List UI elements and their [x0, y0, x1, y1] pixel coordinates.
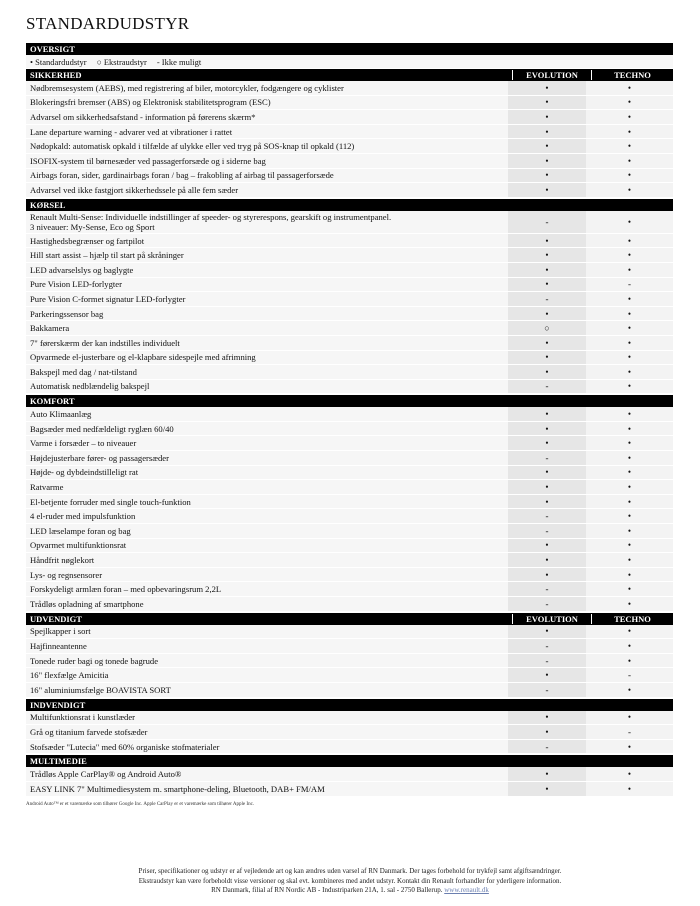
evolution-availability: • [508, 407, 586, 421]
page-title: STANDARDUDSTYR [26, 14, 190, 33]
techno-availability: • [586, 154, 673, 168]
table-row [26, 154, 673, 169]
evolution-availability: • [508, 183, 586, 197]
table-row [26, 263, 673, 278]
techno-availability: • [586, 96, 673, 110]
feature-label: Auto Klimaanlæg [30, 409, 92, 420]
table-row [26, 183, 673, 198]
evolution-availability: - [508, 639, 586, 653]
feature-label: Trådløs Apple CarPlay® og Android Auto® [30, 769, 182, 780]
techno-availability: • [586, 451, 673, 465]
table-row [26, 683, 673, 698]
legend-standard: • Standardudstyr [30, 56, 87, 67]
evolution-availability: - [508, 292, 586, 306]
renault-link[interactable]: www.renault.dk [444, 886, 489, 894]
legend [26, 55, 673, 68]
section-header-komfort [26, 394, 673, 407]
techno-availability: • [586, 740, 673, 754]
section-title: OVERSIGT [30, 44, 75, 54]
table-row [26, 509, 673, 524]
footer-line-1: Priser, specifikationer og udstyr er af vejledende art og kan ændres uden varsel af RN Danmark. Der tages forbehold for trykfejl samt afgiftsændringer. [138, 867, 562, 875]
table-row [26, 351, 673, 366]
feature-label: Trådløs opladning af smartphone [30, 598, 144, 609]
techno-availability: • [586, 365, 673, 379]
techno-availability: • [586, 336, 673, 350]
feature-label: Lys- og regnsensorer [30, 569, 103, 580]
section-title: MULTIMEDIE [30, 756, 87, 767]
feature-label: Advarsel ved ikke fastgjort sikkerhedssele på alle fem sæder [30, 184, 239, 195]
feature-label: Pure Vision LED-forlygter [30, 279, 122, 290]
evolution-availability: • [508, 154, 586, 168]
feature-label: Advarsel om sikkerhedsafstand - information på førerens skærm* [30, 111, 256, 122]
feature-label: Højdejusterbare fører- og passagersæder [30, 452, 169, 463]
table-row [26, 639, 673, 654]
table-row [26, 81, 673, 96]
feature-label: 16" aluminiumsfælge BOAVISTA SORT [30, 684, 171, 695]
trademark-note: Android Auto™ er et varemærke som tilhører Google Inc. Apple CarPlay er et varemærke som tilhører Apple Inc. [26, 801, 255, 807]
feature-label: Opvarmet multifunktionsrat [30, 540, 127, 551]
feature-label: Hill start assist – hjælp til start på skråninger [30, 250, 184, 261]
table-row [26, 234, 673, 249]
evolution-availability: • [508, 81, 586, 95]
section-header-udvendigt [26, 612, 673, 625]
section-title: SIKKERHED [30, 70, 82, 80]
table-row [26, 365, 673, 380]
techno-availability: • [586, 263, 673, 277]
evolution-availability: • [508, 139, 586, 153]
techno-availability: • [586, 568, 673, 582]
feature-label: Grå og titanium farvede stofsæder [30, 726, 148, 737]
techno-availability: • [586, 711, 673, 725]
evolution-availability: • [508, 480, 586, 494]
techno-availability: - [586, 725, 673, 739]
feature-label: Multifunktionsrat i kunstlæder [30, 712, 136, 723]
evolution-availability: • [508, 234, 586, 248]
section-title: KOMFORT [30, 396, 75, 407]
evolution-availability: - [508, 211, 586, 233]
evolution-availability: • [508, 782, 586, 796]
table-row [26, 278, 673, 293]
feature-label: Ratvarme [30, 482, 64, 493]
table-row [26, 248, 673, 263]
table-row [26, 321, 673, 336]
section-header-kørsel [26, 198, 673, 211]
feature-label: Varme i forsæder – to niveauer [30, 438, 137, 449]
techno-availability: - [586, 668, 673, 682]
feature-label: Hajfinneantenne [30, 640, 87, 651]
techno-availability: • [586, 654, 673, 668]
techno-availability: • [586, 422, 673, 436]
techno-availability: • [586, 211, 673, 233]
techno-availability: • [586, 407, 673, 421]
column-header-techno: TECHNO [591, 614, 673, 624]
feature-label: Airbags foran, sider, gardinairbags foran / bag – frakobling af airbag til passagerforsæde [30, 170, 334, 181]
techno-availability: • [586, 767, 673, 781]
table-row [26, 307, 673, 322]
feature-label: Forskydeligt armlæn foran – med opbevaringsrum 2,2L [30, 584, 222, 595]
evolution-availability: • [508, 711, 586, 725]
techno-availability: • [586, 110, 673, 124]
evolution-availability: • [508, 553, 586, 567]
evolution-availability: • [508, 568, 586, 582]
table-row [26, 336, 673, 351]
table-row [26, 169, 673, 184]
evolution-availability: • [508, 336, 586, 350]
feature-label: Højde- og dybdeindstilleligt rat [30, 467, 139, 478]
evolution-availability: • [508, 248, 586, 262]
feature-label: EASY LINK 7" Multimediesystem m. smartphone-deling, Bluetooth, DAB+ FM/AM [30, 783, 325, 794]
evolution-availability: • [508, 307, 586, 321]
evolution-availability: - [508, 380, 586, 394]
evolution-availability: - [508, 509, 586, 523]
evolution-availability: - [508, 654, 586, 668]
section-header-indvendigt [26, 698, 673, 711]
feature-label: Automatisk nedblændelig bakspejl [30, 381, 150, 392]
techno-availability: • [586, 683, 673, 697]
techno-availability: • [586, 351, 673, 365]
evolution-availability: - [508, 524, 586, 538]
evolution-availability: - [508, 740, 586, 754]
section-header-oversigt [26, 42, 673, 55]
feature-label: Hastighedsbegrænser og fartpilot [30, 235, 145, 246]
evolution-availability: ○ [508, 321, 586, 335]
techno-availability: • [586, 466, 673, 480]
column-header-techno: TECHNO [591, 70, 673, 80]
techno-availability: • [586, 480, 673, 494]
evolution-availability: - [508, 582, 586, 596]
footer [0, 867, 700, 896]
evolution-availability: - [508, 683, 586, 697]
table-row [26, 740, 673, 755]
table-row [26, 725, 673, 740]
feature-label: Bakkamera [30, 323, 70, 334]
equipment-table [26, 42, 673, 797]
evolution-availability: • [508, 668, 586, 682]
techno-availability: • [586, 248, 673, 262]
techno-availability: • [586, 307, 673, 321]
techno-availability: • [586, 169, 673, 183]
table-row [26, 782, 673, 797]
evolution-availability: • [508, 767, 586, 781]
feature-label: Spejlkapper i sort [30, 626, 91, 637]
section-header-multimedie [26, 754, 673, 767]
evolution-availability: • [508, 96, 586, 110]
table-row [26, 422, 673, 437]
evolution-availability: • [508, 436, 586, 450]
table-row [26, 436, 673, 451]
evolution-availability: • [508, 422, 586, 436]
feature-label: LED læselampe foran og bag [30, 525, 131, 536]
evolution-availability: • [508, 351, 586, 365]
feature-label: Håndfrit nøglekort [30, 555, 95, 566]
feature-label: LED advarselslys og baglygte [30, 264, 134, 275]
techno-availability: • [586, 597, 673, 611]
evolution-availability: • [508, 365, 586, 379]
table-row [26, 582, 673, 597]
feature-label: Lane departure warning - advarer ved at vibrationer i rattet [30, 126, 233, 137]
table-row [26, 407, 673, 422]
techno-availability: • [586, 234, 673, 248]
column-header-evolution: EVOLUTION [512, 614, 591, 624]
techno-availability: • [586, 625, 673, 639]
feature-label: Nødopkald: automatisk opkald i tilfælde af ulykke eller ved tryg på SOS-knap til opkald (112) [30, 141, 355, 152]
section-title: INDVENDIGT [30, 699, 86, 710]
table-row [26, 292, 673, 307]
evolution-availability: • [508, 466, 586, 480]
table-row [26, 668, 673, 683]
feature-label: Bagsæder med nedfældeligt ryglæn 60/40 [30, 423, 174, 434]
evolution-availability: • [508, 169, 586, 183]
evolution-availability: • [508, 539, 586, 553]
techno-availability: • [586, 639, 673, 653]
techno-availability: • [586, 321, 673, 335]
feature-label: 4 el-ruder med impulsfunktion [30, 511, 136, 522]
table-row [26, 495, 673, 510]
techno-availability: • [586, 582, 673, 596]
feature-label: Parkeringssensor bag [30, 308, 104, 319]
feature-label: Stofsæder "Lutecia" med 60% organiske stofmaterialer [30, 741, 220, 752]
feature-label: ISOFIX-system til børnesæder ved passagerforsæde og i siderne bag [30, 155, 266, 166]
table-row [26, 625, 673, 640]
feature-label: Renault Multi-Sense: Individuelle indstillinger af speeder- og styrerespons, gearskift og instrumentpanel. 3 niveauer: My-Sense, Eco og Sport [30, 211, 392, 232]
feature-label: Pure Vision C-formet signatur LED-forlygter [30, 293, 186, 304]
evolution-availability: • [508, 625, 586, 639]
table-row [26, 524, 673, 539]
techno-availability: • [586, 292, 673, 306]
techno-availability: - [586, 278, 673, 292]
feature-label: Bakspejl med dag / nat-tilstand [30, 366, 137, 377]
table-row [26, 711, 673, 726]
table-row [26, 139, 673, 154]
legend-not-possible: - Ikke muligt [156, 56, 202, 67]
techno-availability: • [586, 436, 673, 450]
evolution-availability: • [508, 110, 586, 124]
table-row [26, 553, 673, 568]
table-row [26, 568, 673, 583]
techno-availability: • [586, 183, 673, 197]
evolution-availability: • [508, 725, 586, 739]
column-header-evolution: EVOLUTION [512, 70, 591, 80]
table-row [26, 451, 673, 466]
table-row [26, 767, 673, 782]
table-row [26, 125, 673, 140]
feature-label: 16" flexfælge Amicitia [30, 670, 109, 681]
table-row [26, 96, 673, 111]
table-row [26, 597, 673, 612]
table-row [26, 466, 673, 481]
feature-label: Opvarmede el-justerbare og el-klapbare sidespejle med afrimning [30, 352, 256, 363]
feature-label: El-betjente forruder med single touch-funktion [30, 496, 191, 507]
table-row [26, 110, 673, 125]
evolution-availability: - [508, 451, 586, 465]
section-header-sikkerhed [26, 68, 673, 81]
feature-label: Nødbremsesystem (AEBS), med registrering af biler, motorcykler, fodgængere og cyklister [30, 82, 344, 93]
table-row [26, 480, 673, 495]
evolution-availability: • [508, 495, 586, 509]
feature-label: 7" førerskærm der kan indstilles individuelt [30, 337, 180, 348]
section-title: KØRSEL [30, 199, 66, 210]
techno-availability: • [586, 495, 673, 509]
table-row [26, 380, 673, 395]
feature-label: Blokeringsfri bremser (ABS) og Elektronisk stabilitetsprogram (ESC) [30, 97, 271, 108]
evolution-availability: • [508, 263, 586, 277]
techno-availability: • [586, 139, 673, 153]
techno-availability: • [586, 524, 673, 538]
content [26, 42, 673, 808]
techno-availability: • [586, 553, 673, 567]
evolution-availability: - [508, 597, 586, 611]
footer-line-3: RN Danmark, filial af RN Nordic AB - Industriparken 21A, 1. sal - 2750 Ballerup. [211, 886, 443, 894]
footer-line-2: Ekstraudstyr kan være forbeholdt visse versioner og skal evt. kombineres med andet udstyr. Kontakt din Renault forhandler for yderligere information. [138, 876, 562, 885]
techno-availability: • [586, 125, 673, 139]
techno-availability: • [586, 539, 673, 553]
techno-availability: • [586, 782, 673, 796]
table-row [26, 211, 673, 234]
techno-availability: • [586, 509, 673, 523]
section-title: UDVENDIGT [30, 613, 82, 624]
legend-extra: ○ Ekstraudstyr [96, 56, 147, 67]
evolution-availability: • [508, 125, 586, 139]
evolution-availability: • [508, 278, 586, 292]
feature-label: Tonede ruder bagi og tonede bagrude [30, 655, 159, 666]
techno-availability: • [586, 81, 673, 95]
table-row [26, 539, 673, 554]
techno-availability: • [586, 380, 673, 394]
table-row [26, 654, 673, 669]
